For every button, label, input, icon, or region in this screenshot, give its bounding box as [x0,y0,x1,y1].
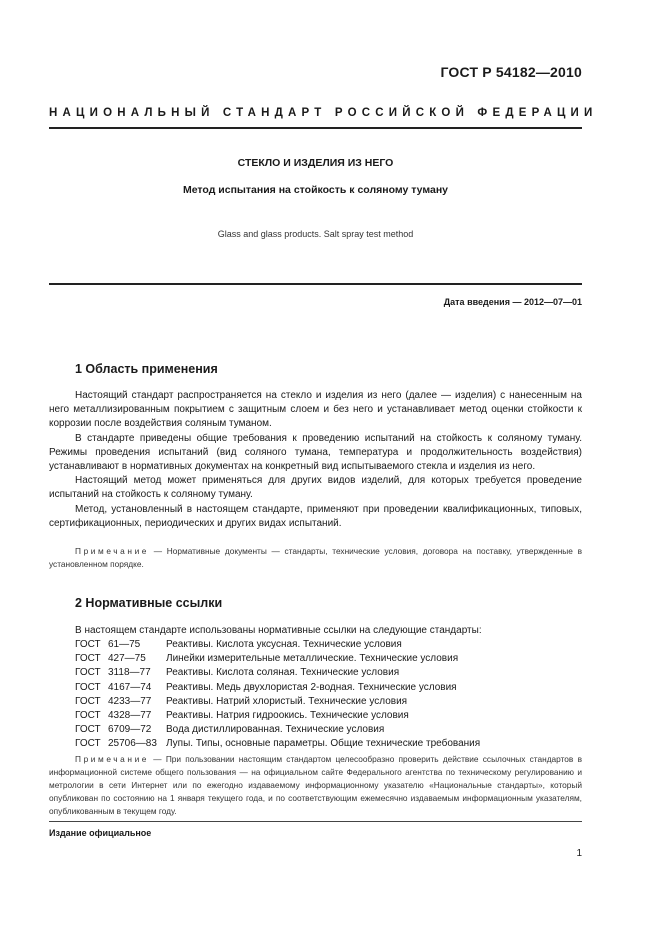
footer-divider [49,821,582,822]
ref-title: Вода дистиллированная. Технические условия [166,724,385,736]
scope-paragraph: Настоящий метод может применяться для других видов изделий, для которых требуется проведение испытаний на стойкость к соляному туману. [49,475,582,501]
ref-title: Реактивы. Натрий хлористый. Технические условия [166,695,408,707]
ref-title: Реактивы. Медь двухлористая 2-водная. Технические условия [166,681,457,693]
ref-title: Лупы. Типы, основные параметры. Общие технические требования [166,738,481,750]
list-item [75,681,480,695]
scope-paragraph: В стандарте приведены общие требования к проведению испытаний на стойкость к соляному туману. Режимы проведения испытаний (вид соляного тумана, температура и продолжительность воздействия) устанавливают в нормативных документах на конкретный вид испытываемого стекла и изделия из него. [49,432,582,473]
ref-title: Реактивы. Кислота соляная. Технические условия [166,667,400,679]
ref-standard-prefix: ГОСТ [75,695,101,707]
note-label: Примечание [75,546,150,556]
ref-number: 4233—77 [108,695,152,707]
references-list [75,638,480,752]
official-edition-label: Издание официальное [49,828,152,838]
list-item [75,638,480,652]
list-item [75,709,480,723]
ref-standard-prefix: ГОСТ [75,710,101,722]
references-intro-text: В настоящем стандарте использованы нормативные ссылки на следующие стандарты: [75,625,482,636]
page-number: 1 [576,848,582,859]
note-label: Примечание [75,754,150,764]
note-text: — При пользовании настоящим стандартом целесообразно проверить действие ссылочных стандартов в информационной системе общего пользования — на официальном сайте Федерального агентства по техническому регулированию и метрологии в сети Интернет или по ежегодно издаваемому информационному указателю «Национальные стандарты», который опубликован по состоянию на 1 января текущего года, и по соответствующим ежемесячно издаваемым информационным указателям, опубликованным в текущем году. [49,754,582,816]
scope-note [49,545,582,571]
introduction-date: Дата введения — 2012—07—01 [443,297,582,307]
ref-number: 6709—72 [108,724,152,736]
scope-body [49,389,582,531]
english-title: Glass and glass products. Salt spray test method [217,229,414,239]
document-code: ГОСТ Р 54182—2010 [440,64,582,80]
ref-standard-prefix: ГОСТ [75,653,101,665]
ref-number: 25706—83 [108,738,157,750]
ref-standard-prefix: ГОСТ [75,639,101,650]
list-item [75,652,480,666]
ref-standard-prefix: ГОСТ [75,667,101,679]
list-item [75,723,480,737]
note-text: — Нормативные документы — стандарты, технические условия, договора на поставку, утвержденные в установленном порядке. [49,546,582,569]
section-heading-scope: 1 Область применения [75,362,218,376]
list-item [75,695,480,709]
references-intro [49,624,582,638]
list-item [75,666,480,680]
title-divider [49,283,582,285]
scope-paragraph: Метод, установленный в настоящем стандарте, применяют при проведении квалификационных, типовых, сертификационных, периодических и других видах испытаний. [49,503,582,529]
ref-standard-prefix: ГОСТ [75,724,101,736]
ref-title: Линейки измерительные металлические. Технические условия [166,653,459,665]
national-standard-banner: НАЦИОНАЛЬНЫЙ СТАНДАРТ РОССИЙСКОЙ ФЕДЕРАЦИИ [49,107,598,119]
ref-title: Реактивы. Кислота уксусная. Технические условия [166,639,402,650]
document-title: СТЕКЛО И ИЗДЕЛИЯ ИЗ НЕГО [237,157,394,169]
header-divider [49,127,582,129]
document-subtitle: Метод испытания на стойкость к соляному туману [182,184,448,196]
ref-standard-prefix: ГОСТ [75,681,101,693]
ref-number: 3118—77 [108,667,151,679]
ref-number: 4328—77 [108,710,152,722]
ref-number: 4167—74 [108,681,152,693]
section-heading-normative-references: 2 Нормативные ссылки [75,596,223,610]
ref-standard-prefix: ГОСТ [75,738,101,750]
ref-number: 61—75 [108,639,141,650]
list-item [75,737,480,751]
ref-number: 427—75 [108,653,146,665]
scope-paragraph: Настоящий стандарт распространяется на стекло и изделия из него (далее — изделия) с нанесенным на него металлизированным покрытием с защитным слоем и без него и устанавливает метод оценки стойкости к коррозии после воздействия соляным туманом. [49,390,582,430]
ref-title: Реактивы. Натрия гидроокись. Технические условия [166,710,409,722]
references-note [49,753,582,818]
